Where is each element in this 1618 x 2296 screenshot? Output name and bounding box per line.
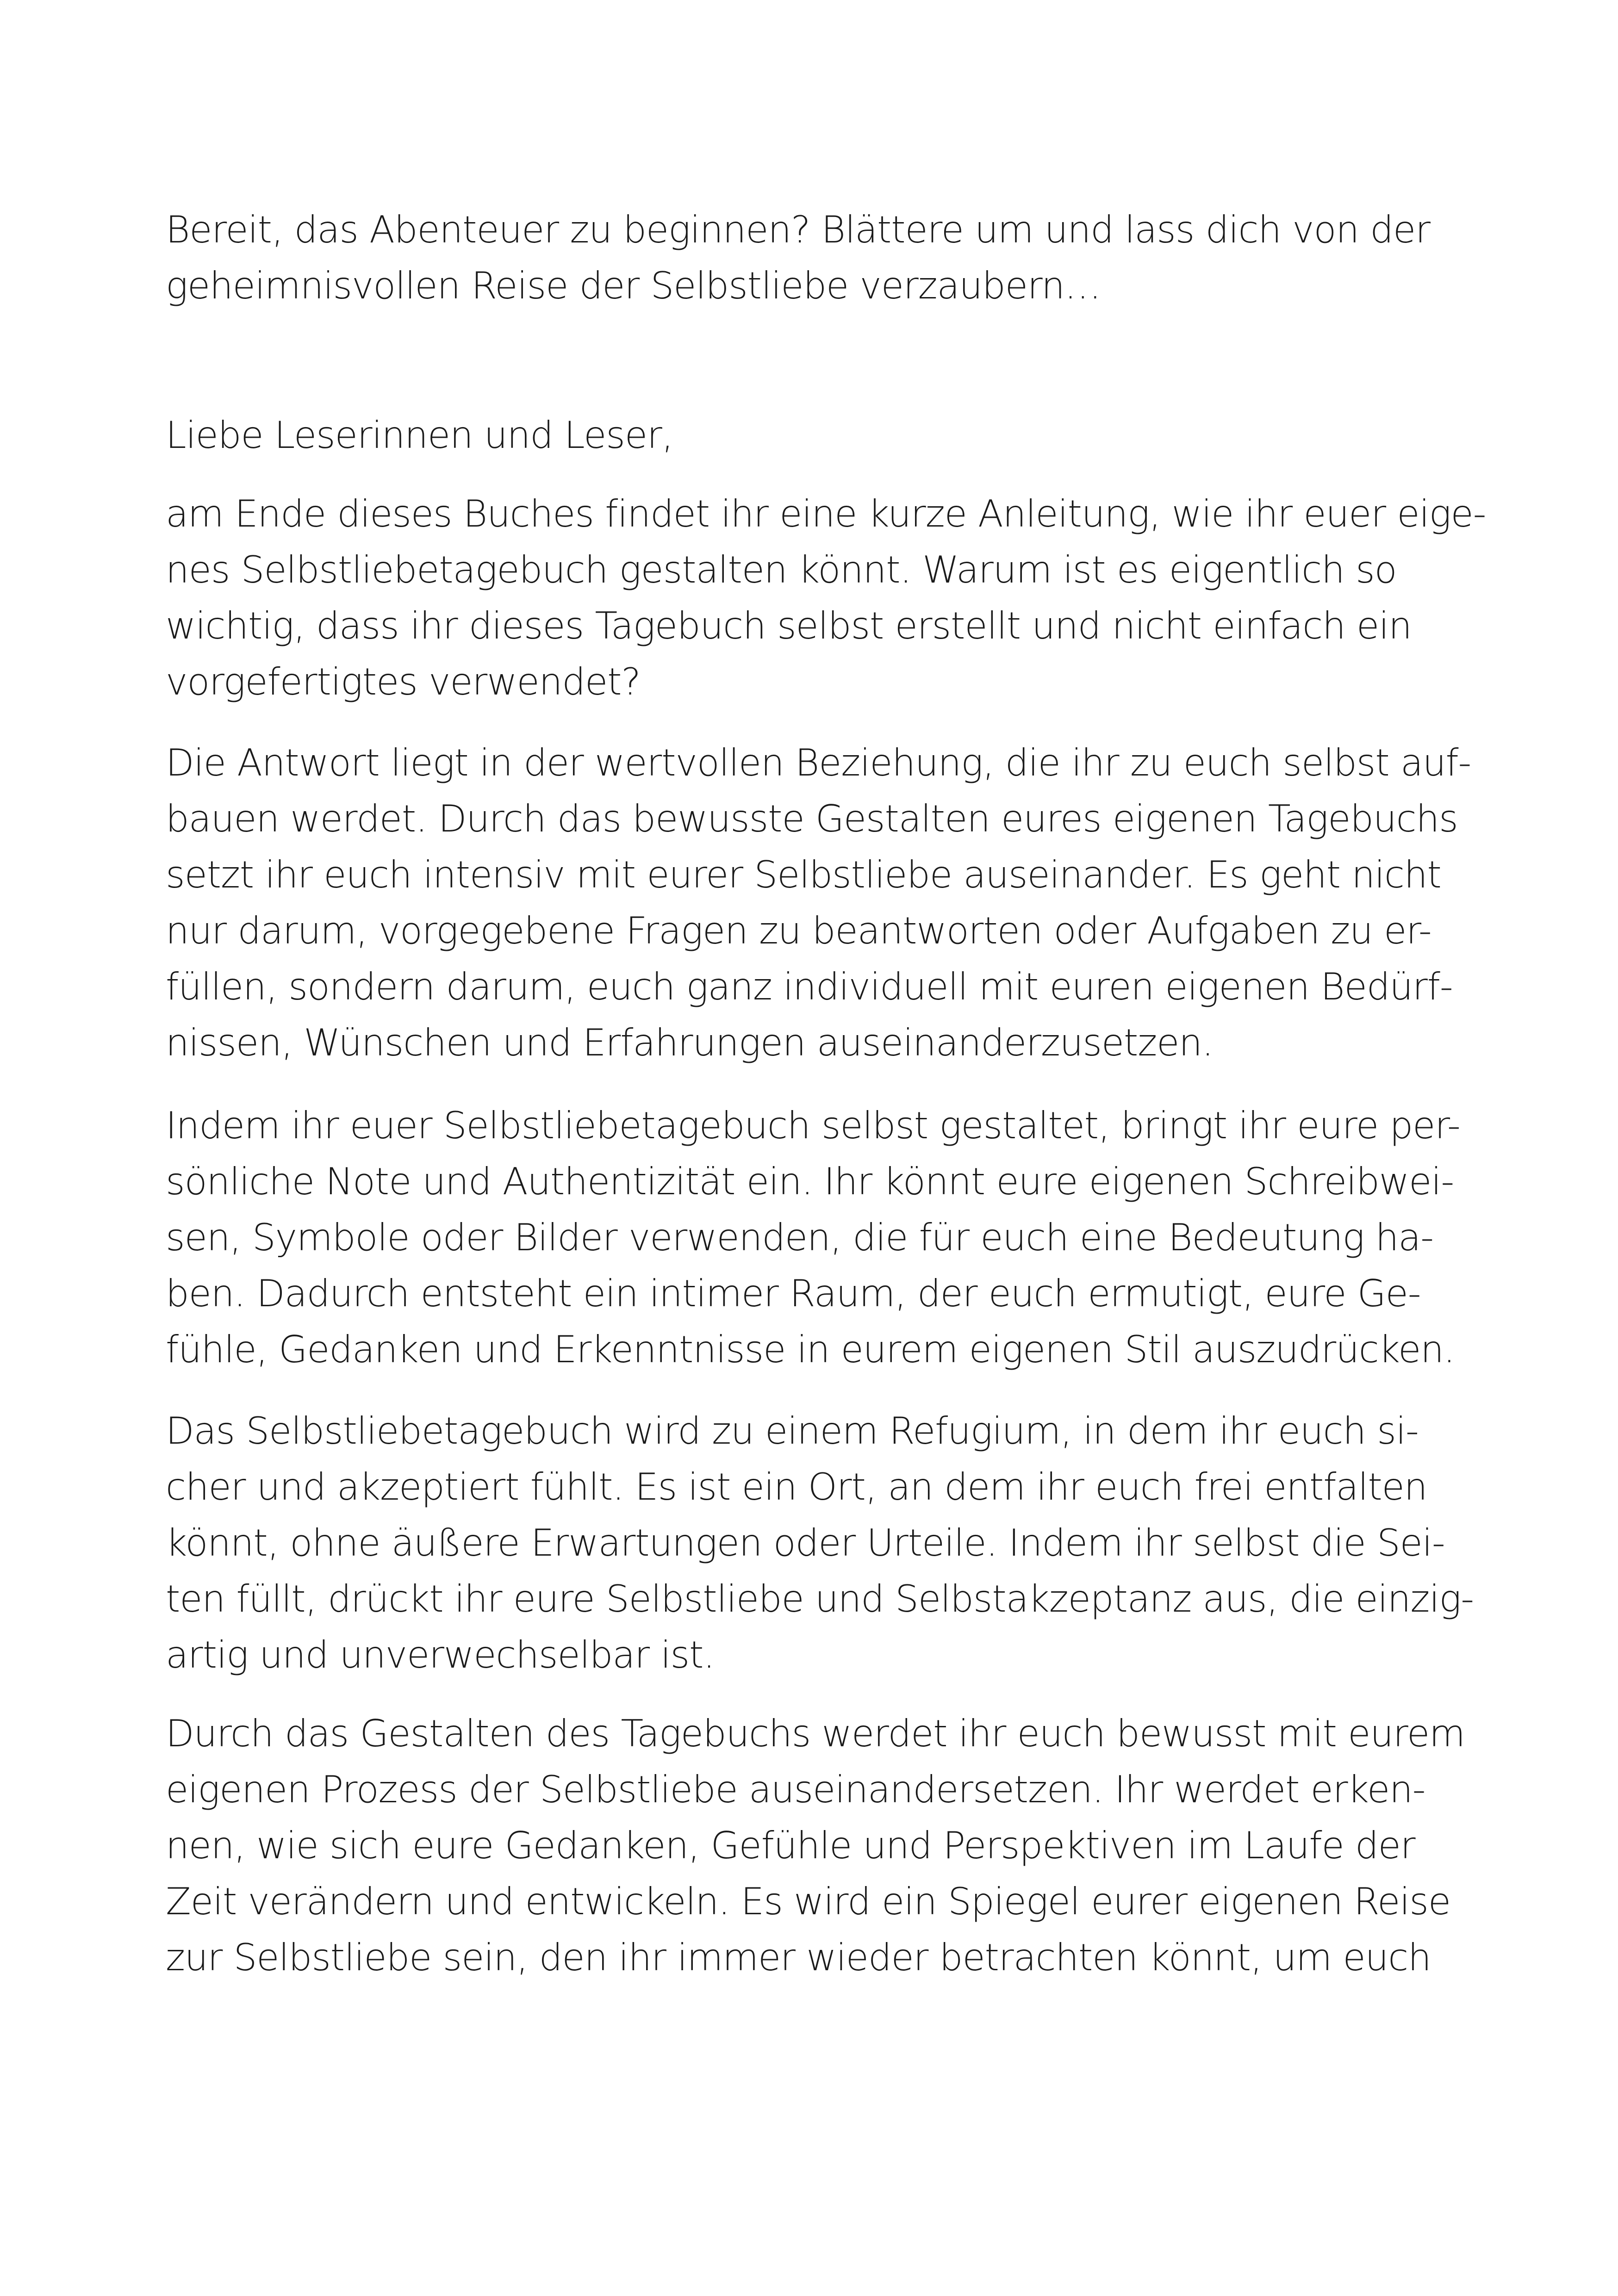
text-line: nen, wie sich eure Gedanken, Gefühle und Perspektiven im Laufe der xyxy=(166,1824,1415,1867)
text-line: ten füllt, drückt ihr eure Selbstliebe und Selbstakzeptanz aus, die einzig- xyxy=(166,1577,1474,1620)
text-line: vorgefertigtes verwendet? xyxy=(166,660,641,703)
salutation xyxy=(166,407,1443,463)
body-paragraph-5 xyxy=(166,1706,1465,1986)
text-line: wichtig, dass ihr dieses Tagebuch selbst erstellt und nicht einfach ein xyxy=(166,604,1412,647)
text-line: zur Selbstliebe sein, den ihr immer wieder betrachten könnt, um euch xyxy=(166,1936,1431,1979)
text-line: cher und akzeptiert fühlt. Es ist ein Ort, an dem ihr euch frei entfalten xyxy=(166,1465,1427,1508)
text-line: bauen werdet. Durch das bewusste Gestalten eures eigenen Tagebuchs xyxy=(166,797,1458,840)
text-line: am Ende dieses Buches findet ihr eine kurze Anleitung, wie ihr euer eige- xyxy=(166,492,1486,535)
text-line: nur darum, vorgegebene Fragen zu beantworten oder Aufgaben zu er- xyxy=(166,909,1431,952)
text-line: nissen, Wünschen und Erfahrungen auseinanderzusetzen. xyxy=(166,1021,1214,1064)
intro-paragraph xyxy=(166,202,1443,314)
text-line: Die Antwort liegt in der wertvollen Beziehung, die ihr zu euch selbst auf- xyxy=(166,741,1471,784)
text-line: fühle, Gedanken und Erkenntnisse in eurem eigenen Stil auszudrücken. xyxy=(166,1328,1455,1371)
text-line: nes Selbstliebetagebuch gestalten könnt. Warum ist es eigentlich so xyxy=(166,548,1397,591)
text-line: eigenen Prozess der Selbstliebe auseinandersetzen. Ihr werdet erken- xyxy=(166,1768,1425,1811)
text-line: Bereit, das Abenteuer zu beginnen? Blättere um und lass dich von der xyxy=(166,208,1430,251)
body-paragraph-4 xyxy=(166,1403,1474,1683)
text-line: sönliche Note und Authentizität ein. Ihr könnt eure eigenen Schreibwei- xyxy=(166,1160,1454,1203)
text-line: geheimnisvollen Reise der Selbstliebe verzaubern… xyxy=(166,264,1101,307)
body-paragraph-3 xyxy=(166,1098,1460,1378)
text-line: artig und unverwechselbar ist. xyxy=(166,1633,715,1676)
text-line: könnt, ohne äußere Erwartungen oder Urteile. Indem ihr selbst die Sei- xyxy=(166,1521,1445,1564)
text-line: Das Selbstliebetagebuch wird zu einem Refugium, in dem ihr euch si- xyxy=(166,1409,1419,1452)
text-line: Durch das Gestalten des Tagebuchs werdet ihr euch bewusst mit eurem xyxy=(166,1712,1465,1755)
salutation-text: Liebe Leserinnen und Leser, xyxy=(166,414,673,457)
text-line: Zeit verändern und entwickeln. Es wird ein Spiegel eurer eigenen Reise xyxy=(166,1880,1451,1923)
body-paragraph-1 xyxy=(166,486,1486,710)
text-line: ben. Dadurch entsteht ein intimer Raum, der euch ermutigt, eure Ge- xyxy=(166,1272,1421,1315)
text-line: Indem ihr euer Selbstliebetagebuch selbst gestaltet, bringt ihr eure per- xyxy=(166,1104,1460,1147)
body-paragraph-2 xyxy=(166,735,1471,1071)
text-line: füllen, sondern darum, euch ganz individuell mit euren eigenen Bedürf- xyxy=(166,965,1453,1008)
text-line: sen, Symbole oder Bilder verwenden, die für euch eine Bedeutung ha- xyxy=(166,1216,1433,1259)
text-line: setzt ihr euch intensiv mit eurer Selbstliebe auseinander. Es geht nicht xyxy=(166,853,1441,896)
